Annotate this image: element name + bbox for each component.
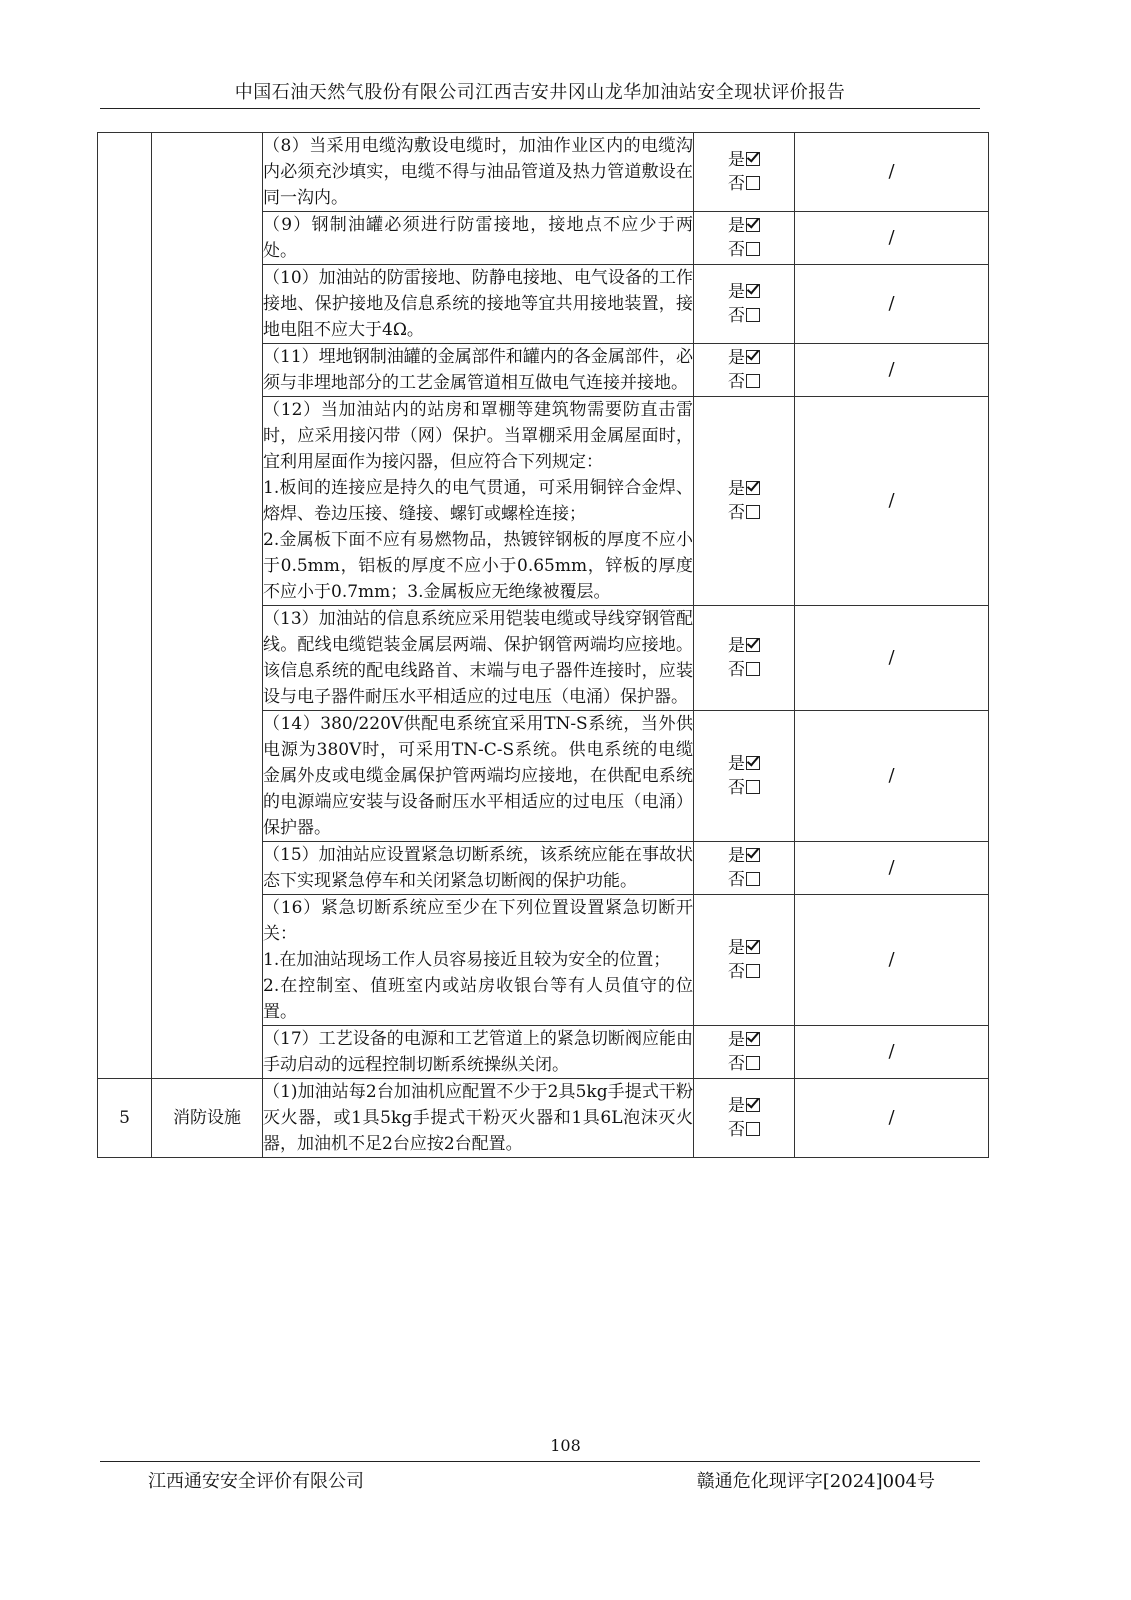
no-option [694,1052,794,1076]
row-remark: / [795,212,989,265]
checkbox-checked-icon [746,756,760,770]
checkbox-checked-icon [746,848,760,862]
no-option [694,868,794,892]
row-remark: / [795,133,989,212]
check-item-content [263,711,694,842]
yes-option [694,936,794,960]
check-result [694,711,795,842]
check-item-paragraph: （17）工艺设备的电源和工艺管道上的紧急切断阀应能由手动启动的远程控制切断系统操纵关闭。 [263,1029,693,1075]
check-item-content [263,1026,694,1079]
yes-option [694,1094,794,1118]
check-item-content [263,344,694,397]
check-result [694,397,795,606]
no-option [694,238,794,262]
checklist-table [97,132,989,1158]
check-result [694,606,795,711]
row-remark: / [795,397,989,606]
checkbox-empty-icon [746,780,760,794]
check-item-content [263,212,694,265]
row-category [152,133,263,1079]
no-label: 否 [728,778,745,798]
check-item-content [263,1079,694,1158]
no-option [694,776,794,800]
yes-option [694,148,794,172]
no-option [694,960,794,984]
checkbox-empty-icon [746,1122,760,1136]
check-item-paragraph: （11）埋地钢制油罐的金属部件和罐内的各金属部件，必须与非埋地部分的工艺金属管道相互做电气连接并接地。 [263,347,693,393]
check-item-paragraph: （14）380/220V供配电系统宜采用TN-S系统，当外供电源为380V时，可采用TN-C-S系统。供电系统的电缆金属外皮或电缆金属保护管两端均应接地，在供配电系统的电源端应安装与设备耐压水平相适应的过电压（电涌）保护器。 [263,714,693,838]
footer-report-code: 赣通危化现评字[2024]004号 [696,1471,935,1492]
no-label: 否 [728,1054,745,1074]
check-item-paragraph: （13）加油站的信息系统应采用铠装电缆或导线穿钢管配线。配线电缆铠装金属层两端、保护钢管两端均应接地。该信息系统的配电线路首、末端与电子器件连接时，应装设与电子器件耐压水平相适应的过电压（电涌）保护器。 [263,609,693,707]
no-label: 否 [728,870,745,890]
page-number: 108 [550,1436,581,1455]
header-rule [100,108,980,109]
no-label: 否 [728,372,745,392]
table-row [98,1079,989,1158]
row-remark: / [795,711,989,842]
check-item-paragraph: （15）加油站应设置紧急切断系统，该系统应能在事故状态下实现紧急停车和关闭紧急切断阀的保护功能。 [263,845,693,891]
no-option [694,501,794,525]
yes-label: 是 [728,282,745,302]
no-label: 否 [728,174,745,194]
table-row [98,133,989,212]
row-remark: / [795,344,989,397]
checkbox-checked-icon [746,1098,760,1112]
yes-label: 是 [728,479,745,499]
row-category: 消防设施 [152,1079,263,1158]
check-item-content [263,842,694,895]
check-result [694,1026,795,1079]
check-item-paragraph: （8）当采用电缆沟敷设电缆时，加油作业区内的电缆沟内必须充沙填实，电缆不得与油品管道及热力管道敷设在同一沟内。 [263,136,693,208]
check-item-content [263,606,694,711]
yes-label: 是 [728,150,745,170]
check-item-paragraph: 1.板间的连接应是持久的电气贯通，可采用铜锌合金焊、熔焊、卷边压接、缝接、螺钉或螺栓连接； [263,478,693,524]
yes-option [694,752,794,776]
check-item-paragraph: 2.在控制室、值班室内或站房收银台等有人员值守的位置。 [263,976,693,1022]
row-remark: / [795,842,989,895]
yes-option [694,477,794,501]
checkbox-checked-icon [746,152,760,166]
row-remark: / [795,895,989,1026]
no-option [694,1118,794,1142]
checkbox-checked-icon [746,940,760,954]
checkbox-checked-icon [746,1032,760,1046]
row-remark: / [795,265,989,344]
checkbox-empty-icon [746,505,760,519]
check-item-content [263,397,694,606]
yes-label: 是 [728,938,745,958]
no-option [694,658,794,682]
yes-option [694,214,794,238]
no-label: 否 [728,962,745,982]
row-remark: / [795,1026,989,1079]
checkbox-empty-icon [746,242,760,256]
check-item-paragraph: （12）当加油站内的站房和罩棚等建筑物需要防直击雷时，应采用接闪带（网）保护。当罩棚采用金属屋面时，宜利用屋面作为接闪器，但应符合下列规定： [263,400,693,472]
check-result [694,265,795,344]
no-label: 否 [728,503,745,523]
yes-label: 是 [728,1096,745,1116]
checkbox-empty-icon [746,374,760,388]
checkbox-checked-icon [746,284,760,298]
check-item-paragraph: （9）钢制油罐必须进行防雷接地，接地点不应少于两处。 [263,215,693,261]
no-option [694,304,794,328]
checkbox-empty-icon [746,1056,760,1070]
check-item-content [263,265,694,344]
yes-option [694,1028,794,1052]
row-number: 5 [98,1079,152,1158]
check-item-content [263,895,694,1026]
yes-label: 是 [728,216,745,236]
row-remark: / [795,606,989,711]
footer-rule [100,1461,980,1462]
no-option [694,370,794,394]
checkbox-empty-icon [746,308,760,322]
yes-option [694,634,794,658]
yes-option [694,844,794,868]
check-item-paragraph: （10）加油站的防雷接地、防静电接地、电气设备的工作接地、保护接地及信息系统的接地等宜共用接地装置，接地电阻不应大于4Ω。 [263,268,693,340]
checkbox-empty-icon [746,662,760,676]
yes-option [694,346,794,370]
check-result [694,842,795,895]
checkbox-empty-icon [746,872,760,886]
checkbox-empty-icon [746,964,760,978]
yes-label: 是 [728,636,745,656]
check-result [694,133,795,212]
check-item-paragraph: 2.金属板下面不应有易燃物品，热镀锌钢板的厚度不应小于0.5mm，铝板的厚度不应小于0.65mm，锌板的厚度不应小于0.7mm；3.金属板应无绝缘被覆层。 [263,530,693,602]
row-number [98,133,152,1079]
yes-label: 是 [728,754,745,774]
check-item-paragraph: （16）紧急切断系统应至少在下列位置设置紧急切断开关： [263,898,693,944]
row-remark: / [795,1079,989,1158]
checkbox-checked-icon [746,481,760,495]
no-option [694,172,794,196]
checkbox-checked-icon [746,218,760,232]
no-label: 否 [728,1120,745,1140]
yes-option [694,280,794,304]
checkbox-checked-icon [746,350,760,364]
yes-label: 是 [728,846,745,866]
no-label: 否 [728,660,745,680]
checkbox-empty-icon [746,176,760,190]
check-item-paragraph: 1.在加油站现场工作人员容易接近且较为安全的位置； [263,950,671,970]
yes-label: 是 [728,348,745,368]
yes-label: 是 [728,1030,745,1050]
checkbox-checked-icon [746,638,760,652]
no-label: 否 [728,306,745,326]
check-item-paragraph: （1)加油站每2台加油机应配置不少于2具5kg手提式干粉灭火器，或1具5kg手提式干粉灭火器和1具6L泡沫灭火器，加油机不足2台应按2台配置。 [263,1082,693,1154]
page-header-title: 中国石油天然气股份有限公司江西吉安井冈山龙华加油站安全现状评价报告 [234,82,846,103]
check-result [694,895,795,1026]
check-result [694,1079,795,1158]
check-result [694,344,795,397]
check-item-content [263,133,694,212]
check-result [694,212,795,265]
no-label: 否 [728,240,745,260]
footer-company: 江西通安安全评价有限公司 [148,1471,364,1492]
